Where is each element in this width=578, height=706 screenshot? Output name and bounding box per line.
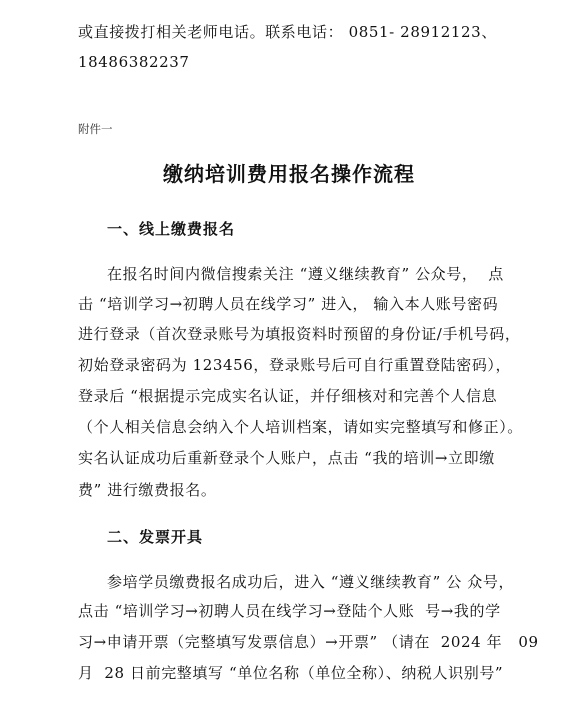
- section-2-heading: 二、发票开具: [107, 528, 204, 546]
- section-2-line-1: 参培学员缴费报名成功后，进入 “遵义继续教育” 公 众号，: [107, 573, 515, 591]
- section-2-line-2: 点击 “培训学习→初聘人员在线学习→登陆个人账 号→我的学: [78, 602, 501, 620]
- section-1-line-4: 初始登录密码为 123456，登录账号后可自行重置登陆密码），: [78, 356, 512, 374]
- section-1-line-1: 在报名时间内微信搜索关注 “遵义继续教育” 公众号， 点: [107, 265, 504, 283]
- intro-line-2: 18486382237: [78, 53, 190, 71]
- section-1-line-7: 实名认证成功后重新登录个人账户，点击 “我的培训→立即缴: [78, 449, 495, 467]
- section-1-heading: 一、线上缴费报名: [107, 220, 236, 238]
- section-1-line-6: （个人相关信息会纳入个人培训档案，请如实完整填写和修正）。: [78, 418, 523, 436]
- section-1-line-8: 费” 进行缴费报名。: [78, 481, 217, 499]
- attachment-label: 附件一: [78, 122, 113, 136]
- intro-line-1: 或直接拨打相关老师电话。联系电话： 0851- 28912123、: [78, 23, 497, 41]
- section-2-line-4: 月 28 日前完整填写 “单位名称（单位全称）、纳税人识别号”: [78, 664, 504, 682]
- section-1-line-3: 进行登录（首次登录账号为填报资料时预留的身份证/手机号码，: [78, 325, 521, 343]
- section-1-line-5: 登录后 “根据提示完成实名认证，并仔细核对和完善个人信息: [78, 387, 498, 405]
- document-title: 缴纳培训费用报名操作流程: [163, 162, 415, 186]
- section-2-line-3: 习→申请开票（完整填写发票信息）→开票” （请在 2024 年 09: [78, 633, 539, 651]
- section-1-line-2: 击 “培训学习→初聘人员在线学习” 进入， 输入本人账号密码: [78, 295, 499, 313]
